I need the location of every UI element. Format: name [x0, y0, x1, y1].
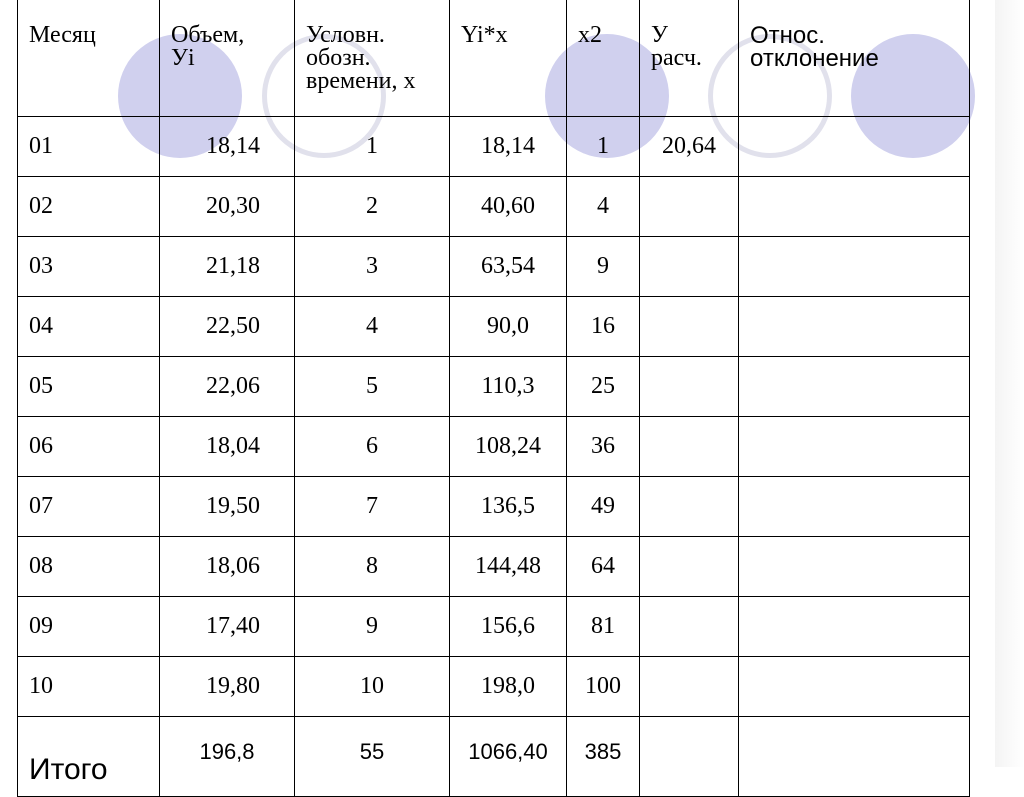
table-row: [18, 236, 970, 296]
header-ycalc-line: У: [651, 22, 668, 48]
cell-time: 5: [295, 356, 450, 416]
total-volume: 196,8: [160, 716, 295, 796]
cell-month: 08: [18, 536, 160, 596]
cell-x2: 81: [567, 596, 640, 656]
cell-ycalc: [640, 296, 739, 356]
header-time: [295, 0, 450, 116]
cell-ycalc: [640, 176, 739, 236]
header-x2: х2: [567, 0, 640, 116]
header-row: [18, 0, 970, 116]
cell-volume: 21,18: [160, 236, 295, 296]
cell-x2: 64: [567, 536, 640, 596]
cell-time: 3: [295, 236, 450, 296]
cell-x2: 25: [567, 356, 640, 416]
header-deviation: [739, 0, 970, 116]
header-time-line: обозн.: [306, 45, 371, 71]
table-row: [18, 176, 970, 236]
cell-deviation: [739, 176, 970, 236]
cell-month: 05: [18, 356, 160, 416]
cell-volume: 20,30: [160, 176, 295, 236]
cell-x2: 1: [567, 116, 640, 176]
cell-yix: 108,24: [450, 416, 567, 476]
cell-time: 4: [295, 296, 450, 356]
cell-volume: 17,40: [160, 596, 295, 656]
cell-time: 2: [295, 176, 450, 236]
cell-yix: 156,6: [450, 596, 567, 656]
cell-month: 02: [18, 176, 160, 236]
cell-deviation: [739, 476, 970, 536]
cell-ycalc: [640, 656, 739, 716]
header-time-line: времени, х: [306, 68, 416, 94]
cell-yix: 18,14: [450, 116, 567, 176]
cell-volume: 18,14: [160, 116, 295, 176]
cell-month: 10: [18, 656, 160, 716]
cell-time: 7: [295, 476, 450, 536]
cell-volume: 18,04: [160, 416, 295, 476]
cell-yix: 136,5: [450, 476, 567, 536]
cell-month: 06: [18, 416, 160, 476]
cell-volume: 19,80: [160, 656, 295, 716]
total-row: [18, 716, 970, 796]
cell-ycalc: [640, 476, 739, 536]
table-row: [18, 476, 970, 536]
cell-deviation: [739, 296, 970, 356]
cell-x2: 36: [567, 416, 640, 476]
cell-x2: 100: [567, 656, 640, 716]
cell-yix: 198,0: [450, 656, 567, 716]
cell-deviation: [739, 116, 970, 176]
cell-deviation: [739, 416, 970, 476]
cell-time: 10: [295, 656, 450, 716]
cell-time: 6: [295, 416, 450, 476]
cell-yix: 90,0: [450, 296, 567, 356]
total-ycalc: [640, 716, 739, 796]
total-label: Итого: [18, 716, 160, 796]
cell-deviation: [739, 356, 970, 416]
header-ycalc-line: расч.: [651, 45, 702, 71]
cell-volume: 19,50: [160, 476, 295, 536]
cell-month: 03: [18, 236, 160, 296]
cell-yix: 110,3: [450, 356, 567, 416]
total-x2: 385: [567, 716, 640, 796]
cell-time: 9: [295, 596, 450, 656]
header-volume: [160, 0, 295, 116]
cell-deviation: [739, 656, 970, 716]
table-row: [18, 356, 970, 416]
cell-deviation: [739, 596, 970, 656]
cell-ycalc: [640, 416, 739, 476]
table-row: [18, 416, 970, 476]
total-yix: 1066,40: [450, 716, 567, 796]
header-deviation-line: Относ.: [750, 22, 825, 49]
cell-month: 07: [18, 476, 160, 536]
cell-x2: 4: [567, 176, 640, 236]
cell-yix: 40,60: [450, 176, 567, 236]
cell-month: 01: [18, 116, 160, 176]
cell-x2: 16: [567, 296, 640, 356]
total-time: 55: [295, 716, 450, 796]
slide-right-edge: [995, 0, 1024, 767]
table-row: [18, 116, 970, 176]
header-month: Месяц: [18, 0, 160, 116]
cell-volume: 18,06: [160, 536, 295, 596]
header-ycalc: [640, 0, 739, 116]
cell-yix: 144,48: [450, 536, 567, 596]
header-deviation-line: отклонение: [750, 45, 879, 72]
cell-x2: 9: [567, 236, 640, 296]
cell-ycalc: 20,64: [640, 116, 739, 176]
table-row: [18, 656, 970, 716]
table-row: [18, 296, 970, 356]
header-yix: Yi*х: [450, 0, 567, 116]
cell-ycalc: [640, 596, 739, 656]
cell-ycalc: [640, 356, 739, 416]
table-row: [18, 596, 970, 656]
cell-ycalc: [640, 236, 739, 296]
cell-x2: 49: [567, 476, 640, 536]
total-deviation: [739, 716, 970, 796]
cell-month: 09: [18, 596, 160, 656]
cell-volume: 22,50: [160, 296, 295, 356]
cell-volume: 22,06: [160, 356, 295, 416]
cell-deviation: [739, 236, 970, 296]
header-volume-line: Уi: [171, 45, 195, 71]
header-time-line: Условн.: [306, 22, 385, 48]
cell-ycalc: [640, 536, 739, 596]
cell-time: 8: [295, 536, 450, 596]
header-volume-line: Объем,: [171, 22, 245, 48]
cell-time: 1: [295, 116, 450, 176]
cell-deviation: [739, 536, 970, 596]
table-row: [18, 536, 970, 596]
cell-month: 04: [18, 296, 160, 356]
cell-yix: 63,54: [450, 236, 567, 296]
data-table: [17, 0, 970, 797]
